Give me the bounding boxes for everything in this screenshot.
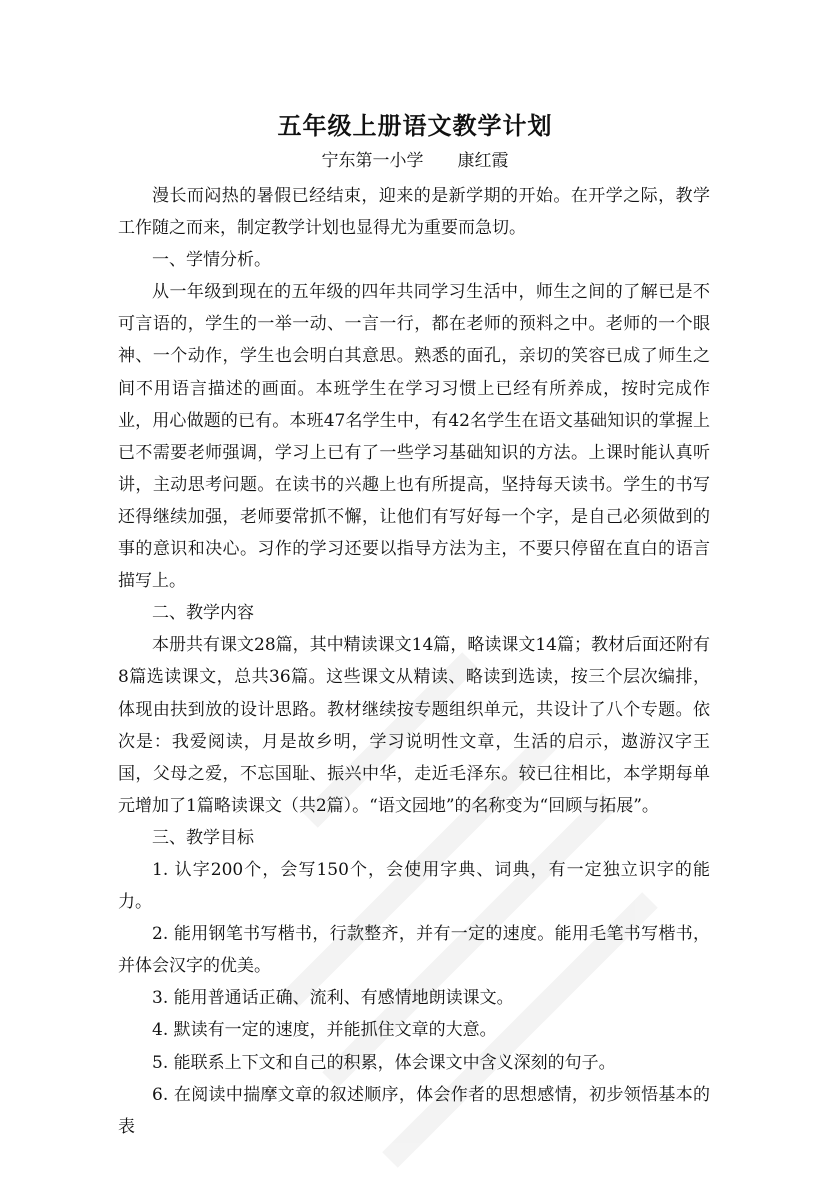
document-body xyxy=(118,180,710,1143)
list-item: 2. 能用钢笔书写楷书，行款整齐，并有一定的速度。能用毛笔书写楷书，并体会汉字的优美。 xyxy=(118,924,710,977)
author-name: 康红霞 xyxy=(457,151,509,171)
document-title: 五年级上册语文教学计划 xyxy=(277,111,553,140)
list-item: 4. 默读有一定的速度，并能抓住文章的大意。 xyxy=(152,1020,497,1041)
paragraph-intro: 漫长而闷热的暑假已经结束，迎来的是新学期的开始。在开学之际，教学工作随之而来，制定教学计划也显得尤为重要而急切。 xyxy=(118,186,710,239)
paragraph: 从一年级到现在的五年级的四年共同学习生活中，师生之间的了解已是不可言语的，学生的一举一动、一言一行，都在老师的预料之中。老师的一个眼神、一个动作，学生也会明白其意思。熟悉的面孔，亲切的笑容已成了师生之间不用语言描述的画面。本班学生在学习习惯上已经有所养成，按时完成作业，用心做题的已有。本班47名学生中，有42名学生在语文基础知识的掌握上已不需要老师强调，学习上已有了一些学习基础知识的方法。上课时能认真听讲，主动思考问题。在读书的兴趣上也有所提高，坚持每天读书。学生的书写还得继续加强，老师要常抓不懈，让他们有写好每一个字，是自己必须做到的事的意识和决心。习作的学习还要以指导方法为主，不要只停留在直白的语言描写上。 xyxy=(118,282,710,592)
list-item: 1. 认字200个，会写150个，会使用字典、词典，有一定独立识字的能力。 xyxy=(118,859,710,913)
section-heading: 二、教学内容 xyxy=(152,603,254,624)
section-heading: 三、教学目标 xyxy=(152,827,254,848)
list-item: 6. 在阅读中揣摩文章的叙述顺序，体会作者的思想感情，初步领悟基本的表 xyxy=(118,1084,710,1137)
paragraph: 本册共有课文28篇，其中精读课文14篇，略读课文14篇；教材后面还附有8篇选读课文，总共36篇。这些课文从精读、略读到选读，按三个层次编排，体现由扶到放的设计思路。教材继续按专题组织单元，共设计了八个专题。依次是：我爱阅读，月是故乡明，学习说明性文章，生活的启示，遨游汉字王国，父母之爱，不忘国耻、振兴中华，走近毛泽东。较已往相比，本学期每单元增加了1篇略读课文（共2篇）。“语文园地”的名称变为“回顾与拓展”。 xyxy=(118,635,710,816)
document-byline xyxy=(0,148,830,174)
list-item: 5. 能联系上下文和自己的积累，体会课文中含义深刻的句子。 xyxy=(152,1052,616,1073)
section-heading: 一、学情分析。 xyxy=(152,250,271,271)
list-item: 3. 能用普通话正确、流利、有感情地朗读课文。 xyxy=(152,988,514,1009)
school-name: 宁东第一小学 xyxy=(321,151,424,171)
